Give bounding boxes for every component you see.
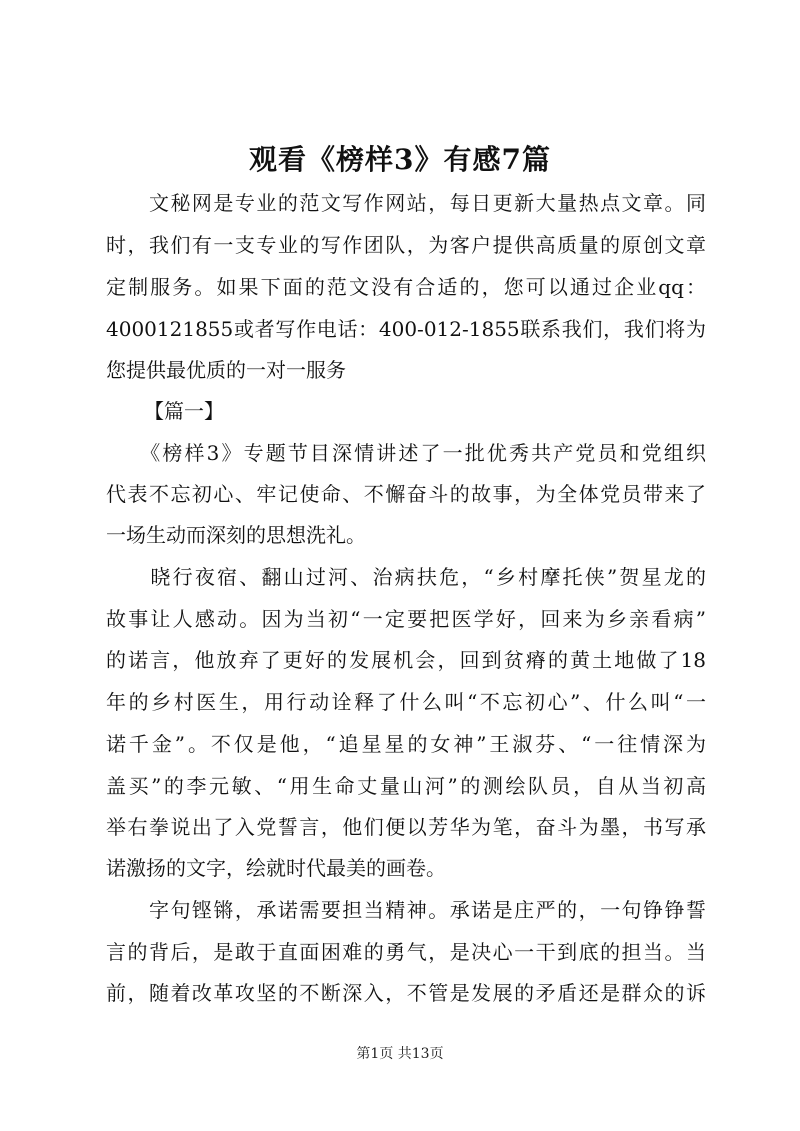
document-title: 观看《榜样3》有感7篇 xyxy=(249,143,551,176)
intro-line: 您提供最优质的一对一服务 xyxy=(106,358,346,382)
paragraph-line: 盖买”的李元敏、“用生命丈量山河”的测绘队员，自从当初高 xyxy=(106,774,706,798)
intro-line: 定制服务。如果下面的范文没有合适的，您可以通过企业qq： xyxy=(106,275,706,299)
paragraph-line: 字句铿锵，承诺需要担当精神。承诺是庄严的，一句铮铮誓 xyxy=(106,898,706,922)
paragraph-line: 代表不忘初心、牢记使命、不懈奋斗的故事，为全体党员带来了 xyxy=(106,482,706,506)
paragraph-line: 故事让人感动。因为当初“一定要把医学好，回来为乡亲看病” xyxy=(106,607,706,631)
paragraph-line: 的诺言，他放弃了更好的发展机会，回到贫瘠的黄土地做了18 xyxy=(106,648,706,672)
intro-line: 时，我们有一支专业的写作团队，为客户提供高质量的原创文章 xyxy=(106,233,706,257)
paragraph-line: 诺千金”。不仅是他，“追星星的女神”王淑芬、“一往情深为 xyxy=(106,732,706,756)
intro-line: 文秘网是专业的范文写作网站，每日更新大量热点文章。同 xyxy=(106,191,706,215)
paragraph-line: 举右拳说出了入党誓言，他们便以芳华为笔，奋斗为墨，书写承 xyxy=(106,815,706,839)
section-heading: 【篇一】 xyxy=(144,399,224,423)
paragraph-line: 前，随着改革攻坚的不断深入，不管是发展的矛盾还是群众的诉 xyxy=(106,981,706,1005)
intro-line: 4000121855或者写作电话：400-012-1855联系我们，我们将为 xyxy=(106,317,706,341)
paragraph-line: 一场生动而深刻的思想洗礼。 xyxy=(106,523,366,547)
paragraph-line: 诺激扬的文字，绘就时代最美的画卷。 xyxy=(106,856,446,880)
paragraph-line: 言的背后，是敢于直面困难的勇气，是决心一干到底的担当。当 xyxy=(106,940,706,964)
paragraph-line: 年的乡村医生，用行动诠释了什么叫“不忘初心”、什么叫“一 xyxy=(106,690,706,714)
paragraph-line: 《榜样3》专题节目深情讲述了一批优秀共产党员和党组织 xyxy=(106,441,706,465)
paragraph-line: 晓行夜宿、翻山过河、治病扶危，“乡村摩托侠”贺星龙的 xyxy=(106,565,706,589)
page-footer: 第1页 共13页 xyxy=(356,1046,444,1062)
